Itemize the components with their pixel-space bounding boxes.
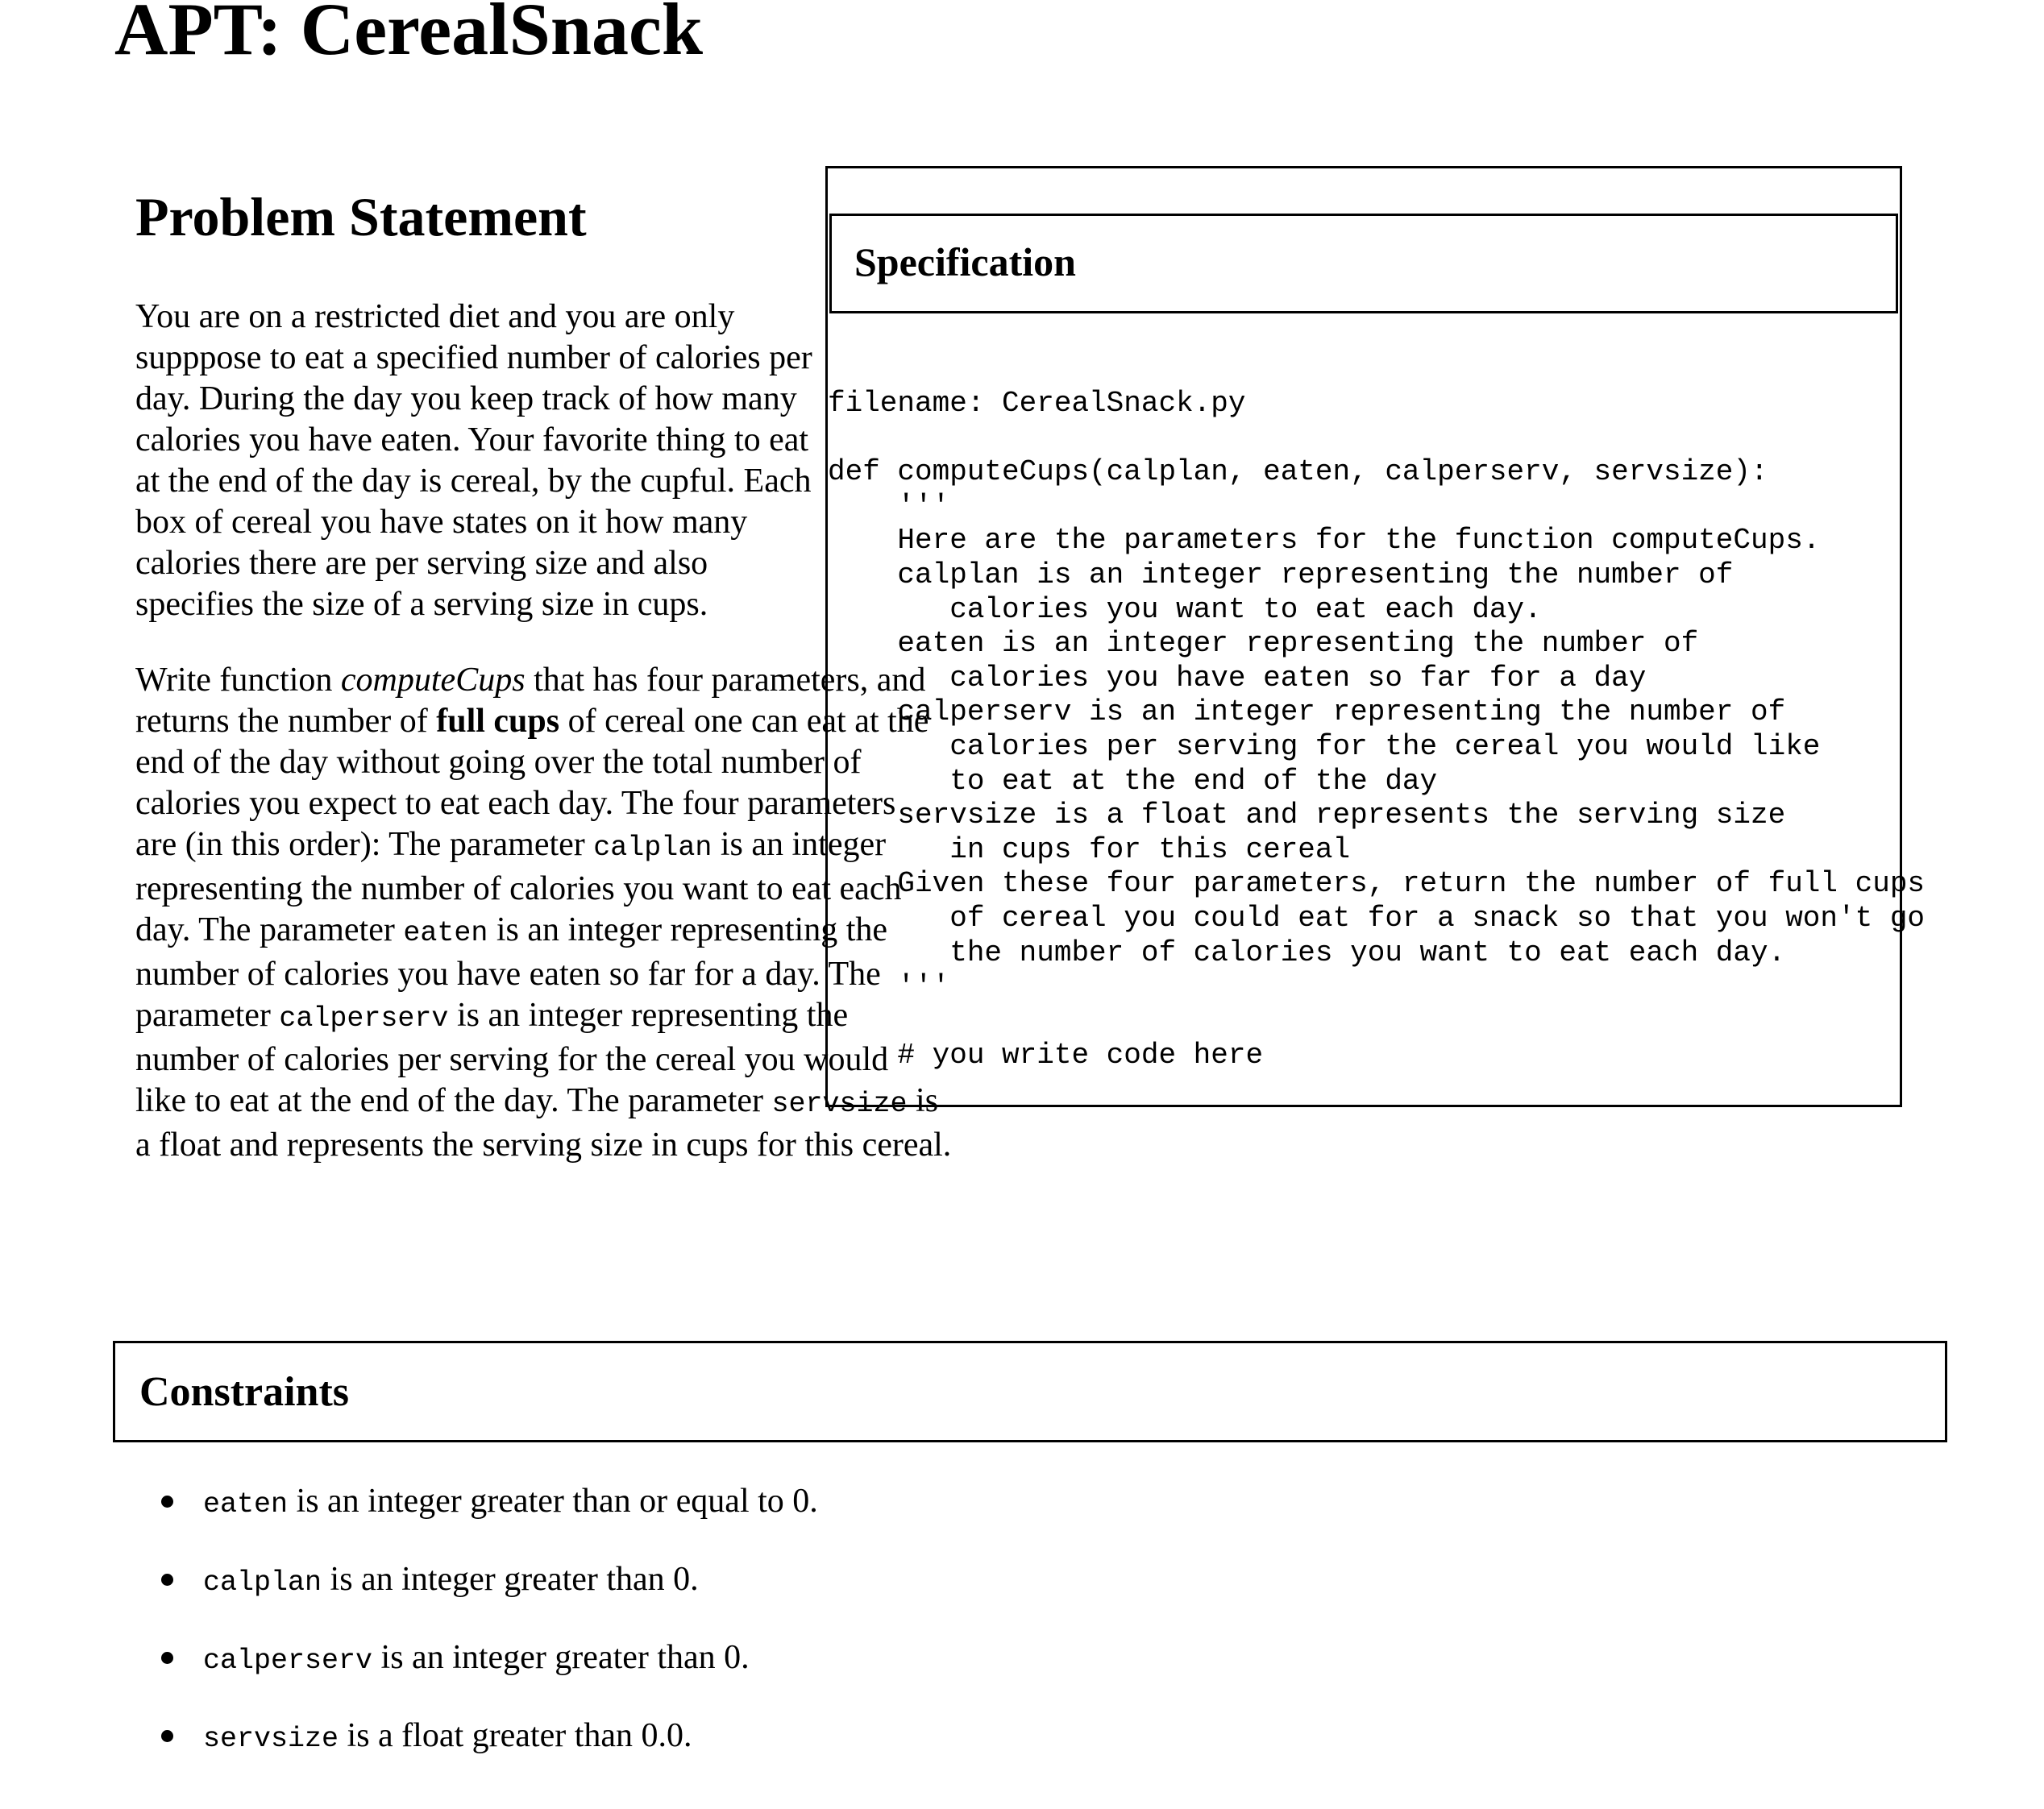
specification-code: filename: CerealSnack.py def computeCups(calplan, eaten, calperserv, servsize): ''' Here are the parameters for the function computeCups. calplan is an integer representing the number of calories you want to eat each day. eaten is an integer representing the number of calories you have eaten so far for a day calperserv is an integer representing the number of calories per serving for the cereal you would like to eat at the end of the day servsize is a float and represents the serving size in cups for this cereal Given these four parameters, return the number of full cups of cereal you could eat for a snack so that you won't go the number of calories you want to eat each day. ''' # you write code here [828,387,1926,1073]
constraint-code: calperserv [203,1645,373,1677]
float-spacer [945,297,1957,1118]
constraint-desc: is an integer greater than 0. [322,1561,699,1598]
p2-text-4: is an integer representing the number of calories you want to eat each day. The parameter [135,826,902,948]
constraint-code: calplan [203,1566,322,1599]
problem-paragraph-1: You are on a restricted diet and you are only supppose to eat a specified number of calories per day. During the day you keep track of how many calories you have eaten. Your favorite thing to eat at the end of the day is cereal, by the cupful. Each box of cereal you have states on it how many calories there are per serving size and also specifies the size of a serving size in cups. [135,298,812,623]
constraint-text [203,1481,818,1525]
param-eaten: eaten [403,917,488,949]
p2-text-2: that has four parameters, and returns the number of [135,662,926,740]
problem-statement-body [135,297,1957,1166]
constraint-desc: is a float greater than 0.0. [339,1717,692,1754]
constraints-title: Constraints [139,1369,350,1415]
bullet-icon [161,1652,173,1664]
p2-text-6: is an integer representing the number of calories per serving for the cereal you would like to eat at the end of the day. The parameter [135,997,889,1119]
problem-statement-heading: Problem Statement [135,186,587,247]
constraint-text [203,1716,692,1759]
bullet-icon [161,1496,173,1508]
param-servsize: servsize [771,1088,908,1120]
p2-text-1: Write function [135,662,341,699]
p2-text-5: is an integer representing the number of calories you have eaten so far for a day. The parameter [135,911,888,1034]
param-calperserv: calperserv [279,1002,449,1035]
constraint-desc: is an integer greater than or equal to 0. [288,1483,818,1520]
param-calplan: calplan [593,832,712,864]
constraint-text [203,1637,750,1681]
full-cups-bold: full cups [436,703,560,740]
p2-text-3: of cereal one can eat at the end of the day without going over the total number of calories you expect to eat each day. The four parameters are (in this order): The parameter [135,703,929,863]
constraint-code: servsize [203,1723,339,1755]
constraint-desc: is an integer greater than 0. [372,1639,750,1676]
constraints-header-box [113,1341,1947,1442]
bullet-icon [161,1730,173,1742]
function-name: computeCups [340,662,526,699]
specification-title: Specification [854,239,1076,284]
p2-text-7: is a float and represents the serving size in cups for this cereal. [135,1082,952,1164]
constraint-text [203,1559,699,1603]
page-title: APT: CerealSnack [114,0,703,70]
constraint-code: eaten [203,1488,289,1521]
bullet-icon [161,1574,173,1586]
